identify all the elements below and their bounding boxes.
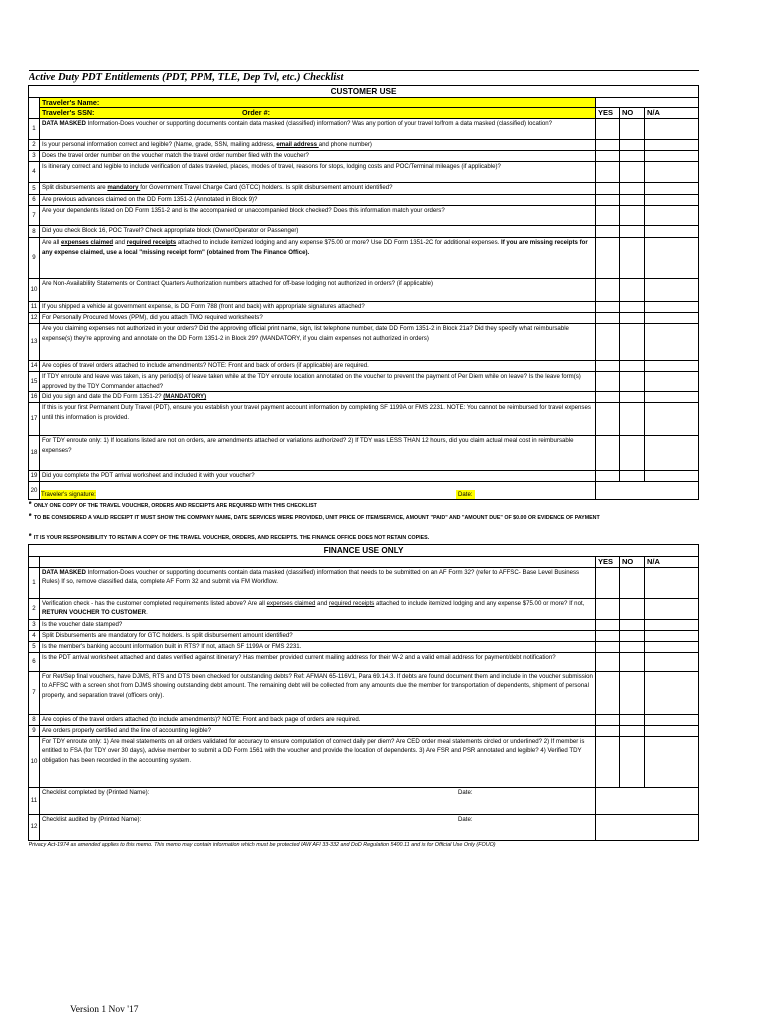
finance-yes-checkbox-4[interactable] — [596, 641, 620, 652]
asterisk-icon: * — [28, 511, 34, 521]
item-number: 6 — [29, 195, 40, 206]
note-text: TO BE CONSIDERED A VALID RECEIPT IT MUST SHOW THE COMPANY NAME, DATE SERVICES WERE PROVIDED, UNIT PRICE OF ITEM/SERVICE, AMOUNT "PAID" AND "AMOUNT DUE" OF $0.00 OR EVIDENCE OF PAYMENT — [33, 514, 600, 521]
question-text: Is itinerary correct and legible to include verification of dates traveled, places, modes of travel, reasons for stops, lodging costs and POC/Terminal mileages (if applicable)? — [42, 163, 501, 170]
question-text: mandatory — [107, 184, 141, 191]
question-text: If you are missing receipts for any expense claimed, use a local "missing receipt form" (obtained from The Finance Office). — [42, 239, 588, 256]
checklist-completed-by-field[interactable]: Checklist completed by (Printed Name): — [42, 788, 150, 796]
item-question — [40, 279, 596, 302]
finance-yes-checkbox-8[interactable] — [596, 725, 620, 736]
customer-na-checkbox-0[interactable] — [645, 119, 699, 140]
item-number: 12 — [29, 313, 40, 324]
item-question — [40, 392, 596, 403]
item-question — [40, 302, 596, 313]
finance-item-row — [29, 630, 699, 641]
finance-yes-checkbox-3[interactable] — [596, 630, 620, 641]
customer-na-checkbox-3[interactable] — [645, 162, 699, 183]
item-question — [40, 361, 596, 372]
customer-yes-checkbox-12[interactable] — [596, 324, 620, 361]
customer-no-checkbox-15[interactable] — [620, 392, 645, 403]
customer-yes-checkbox-2[interactable] — [596, 151, 620, 162]
question-text: Split disbursements are — [42, 184, 108, 191]
finance-yes-checkbox-5[interactable] — [596, 652, 620, 671]
question-text: required receipts — [126, 239, 177, 246]
customer-no-checkbox-2[interactable] — [620, 151, 645, 162]
question-text: If you shipped a vehicle at government expense, is DD Form 788 (front and back) with appropriate signatures attached? — [42, 303, 365, 310]
question-text: Are orders properly certified and the line of accounting legible? — [42, 726, 212, 734]
customer-no-checkbox-12[interactable] — [620, 324, 645, 361]
finance-item-row — [29, 652, 699, 671]
item-number: 9 — [29, 725, 40, 736]
finance-na-checkbox-7[interactable] — [645, 714, 699, 725]
item-number: 4 — [29, 162, 40, 183]
item-number: 7 — [29, 671, 40, 714]
finance-na-checkbox-1[interactable] — [645, 598, 699, 619]
customer-na-checkbox-13[interactable] — [645, 361, 699, 372]
question-text: DATA MASKED — [42, 120, 86, 127]
customer-na-checkbox-7[interactable] — [645, 226, 699, 238]
customer-no-checkbox-10[interactable] — [620, 302, 645, 313]
customer-item-row — [29, 151, 699, 162]
customer-item-row — [29, 392, 699, 403]
customer-no-checkbox-4[interactable] — [620, 183, 645, 195]
version-label: Version 1 Nov '17 — [70, 1005, 139, 1015]
question-text: required receipts — [328, 599, 375, 607]
customer-yes-checkbox-13[interactable] — [596, 361, 620, 372]
question-text: and — [315, 599, 329, 607]
customer-no-checkbox-6[interactable] — [620, 206, 645, 226]
finance-yes-checkbox-7[interactable] — [596, 714, 620, 725]
question-text: Are your dependents listed on DD Form 1351-2 and is the accompanied or unaccompanied block checked? Does this information match your orders? — [42, 207, 445, 214]
item-question — [40, 162, 596, 183]
item-number: 10 — [29, 279, 40, 302]
customer-item-row — [29, 226, 699, 238]
customer-yes-checkbox-4[interactable] — [596, 183, 620, 195]
item-question — [40, 313, 596, 324]
customer-na-checkbox-2[interactable] — [645, 151, 699, 162]
note-text: ONLY ONE COPY OF THE TRAVEL VOUCHER, ORDERS AND RECEIPTS ARE REQUIRED WITH THIS CHECKLIST — [33, 503, 317, 510]
item-question — [40, 641, 596, 652]
item-number: 13 — [29, 324, 40, 361]
customer-item-row — [29, 206, 699, 226]
customer-yes-checkbox-16[interactable] — [596, 403, 620, 436]
item-question — [40, 151, 596, 162]
item-question — [40, 567, 596, 598]
customer-item-row — [29, 471, 699, 482]
customer-no-checkbox-13[interactable] — [620, 361, 645, 372]
item-number: 8 — [29, 714, 40, 725]
question-text: Did you sign and date the DD Form 1351-2? — [42, 393, 164, 401]
question-text: and — [113, 239, 127, 246]
item-question — [40, 119, 596, 140]
question-text: Information-Does voucher or supporting documents contain data masked (classified) information that needs to be submitted on an AF Form 32? (refer to AFFSC- Base Level Business Rules) If so, remove classified data, complete AF Form 32 and submit via FM Workflow. — [42, 568, 580, 586]
question-text: Did you complete the PDT arrival worksheet and included it with your voucher? — [42, 472, 255, 480]
customer-no-header: NO — [620, 108, 645, 119]
customer-na-checkbox-8[interactable] — [645, 238, 699, 279]
question-text: For TDY enroute only: 1) Are meal statements on all orders validated for accuracy to ensure computation of correct daily per diem? Are CED order meal statements circled or underlined? 2) If member is entitled to FSA (for TDY over 30 days), advise member to submit a DD Form 1561 with the voucher and provide the location of dependents. 3) Are FSR and PSR annotated and legible? 4) Verified TDY obligation has been recorded in the accounting system. — [42, 737, 585, 764]
finance-no-checkbox-6[interactable] — [620, 671, 645, 714]
question-text: DATA MASKED — [42, 568, 86, 576]
travelers-signature-field[interactable]: Traveler's signature: — [41, 490, 96, 498]
checklist-form — [28, 70, 698, 1015]
item-number: 11 — [29, 787, 40, 814]
checklist-completed-row — [29, 787, 699, 814]
item-question — [40, 226, 596, 238]
customer-item-row — [29, 162, 699, 183]
question-text: Are you claiming expenses not authorized in your orders? Did the approving official print name, sign, list telephone number, date DD Form 1351-2 in Block 21a? Did they specify what reimbursable expense(s) they're approving and annotate on the DD Form 1351-2 in Block 29? (MANDATORY, if you claim expenses not authorized in orders) — [42, 325, 569, 342]
customer-na-header: N/A — [645, 108, 699, 119]
customer-no-checkbox-3[interactable] — [620, 162, 645, 183]
customer-item-row — [29, 302, 699, 313]
customer-yes-checkbox-11[interactable] — [596, 313, 620, 324]
question-text: For Personally Procured Moves (PPM), did you attach TMO required worksheets? — [42, 314, 263, 321]
customer-na-checkbox-18[interactable] — [645, 471, 699, 482]
question-text: for Government Travel Charge Card (GTCC) holders. Is split disbursement amount identified? — [140, 184, 393, 191]
page-title: Active Duty PDT Entitlements (PDT, PPM, TLE, Dep Tvl, etc.) Checklist — [29, 71, 699, 86]
item-number: 11 — [29, 302, 40, 313]
item-number: 17 — [29, 403, 40, 436]
customer-no-checkbox-5[interactable] — [620, 195, 645, 206]
asterisk-icon: * — [28, 531, 34, 541]
customer-na-checkbox-14[interactable] — [645, 372, 699, 392]
item-number: 9 — [29, 238, 40, 279]
item-number: 5 — [29, 183, 40, 195]
item-number: 6 — [29, 652, 40, 671]
finance-item-row — [29, 714, 699, 725]
item-number: 15 — [29, 372, 40, 392]
finance-item-row — [29, 641, 699, 652]
customer-item-row — [29, 372, 699, 392]
item-number: 5 — [29, 641, 40, 652]
finance-item-row — [29, 619, 699, 630]
finance-no-checkbox-2[interactable] — [620, 619, 645, 630]
question-text: Information-Does voucher or supporting documents contain data masked (classified) information? Was any portion of your travel to/from a data masked (classified) location? — [85, 120, 553, 127]
customer-item-row — [29, 140, 699, 151]
customer-yes-checkbox-18[interactable] — [596, 471, 620, 482]
travelers-ssn-field[interactable]: Traveler's SSN: — [42, 108, 95, 117]
customer-no-checkbox-9[interactable] — [620, 279, 645, 302]
question-text: Verification check - has the customer completed requirements listed above? Are all — [42, 599, 267, 607]
customer-no-checkbox-16[interactable] — [620, 403, 645, 436]
question-text: Is your personal information correct and legible? (Name, grade, SSN, mailing address, — [42, 141, 277, 148]
customer-yes-checkbox-1[interactable] — [596, 140, 620, 151]
finance-no-checkbox-9[interactable] — [620, 736, 645, 787]
question-text: Are Non-Availability Statements or Contract Quarters Authorization numbers attached for off-base lodging not authorized in orders? (if applicable) — [42, 280, 433, 287]
customer-na-checkbox-17[interactable] — [645, 436, 699, 471]
finance-yes-checkbox-2[interactable] — [596, 619, 620, 630]
item-question — [40, 140, 596, 151]
note-row — [29, 532, 699, 545]
question-text: Is the member's banking account information built in RTS? If not, attach SF 1199A or FMS 2231. — [42, 642, 302, 650]
customer-yes-checkbox-6[interactable] — [596, 206, 620, 226]
question-text: If this is your first Permanent Duty Travel (PDT), ensure you establish your travel payment account information by completing SF 1199A or FMS 2231. NOTE: You cannot be reimbursed for travel expenses until this information is provided. — [42, 404, 591, 421]
item-number: 4 — [29, 630, 40, 641]
item-question — [40, 671, 596, 714]
item-question — [40, 195, 596, 206]
customer-na-checkbox-5[interactable] — [645, 195, 699, 206]
note-text: IT IS YOUR RESPONSIBILITY TO RETAIN A COPY OF THE TRAVEL VOUCHER, ORDERS, AND RECEIPTS. THE FINANCE OFFICE DOES NOT RETAIN COPIES. — [33, 534, 430, 541]
question-text: Are copies of travel orders attached to include amendments? NOTE: Front and back of orders (if applicable) are required. — [42, 362, 369, 369]
question-text: Is the voucher date stamped? — [42, 620, 123, 628]
finance-item-row — [29, 725, 699, 736]
checklist-audited-date-field[interactable]: Date: — [458, 815, 473, 823]
item-number: 7 — [29, 206, 40, 226]
question-text: . — [146, 609, 148, 617]
finance-na-checkbox-6[interactable] — [645, 671, 699, 714]
question-text: expenses claimed — [60, 239, 114, 246]
customer-yes-checkbox-8[interactable] — [596, 238, 620, 279]
item-question — [40, 736, 596, 787]
customer-na-checkbox-15[interactable] — [645, 392, 699, 403]
item-number: 8 — [29, 226, 40, 238]
customer-item-row — [29, 361, 699, 372]
finance-yes-checkbox-1[interactable] — [596, 598, 620, 619]
customer-yes-header: YES — [596, 108, 620, 119]
customer-na-checkbox-6[interactable] — [645, 206, 699, 226]
customer-item-row — [29, 195, 699, 206]
item-question — [40, 725, 596, 736]
item-number: 2 — [29, 140, 40, 151]
travelers-name-field[interactable]: Traveler's Name: — [40, 98, 596, 108]
question-text: email address — [276, 141, 319, 148]
checklist-completed-date-field[interactable]: Date: — [458, 788, 473, 796]
question-text: expenses claimed — [266, 599, 316, 607]
customer-na-checkbox-16[interactable] — [645, 403, 699, 436]
item-question — [40, 206, 596, 226]
customer-item-row — [29, 324, 699, 361]
finance-item-row — [29, 567, 699, 598]
item-number: 18 — [29, 436, 40, 471]
finance-item-row — [29, 736, 699, 787]
checklist-audited-row — [29, 814, 699, 840]
customer-no-checkbox-11[interactable] — [620, 313, 645, 324]
finance-no-checkbox-5[interactable] — [620, 652, 645, 671]
customer-item-row — [29, 436, 699, 471]
finance-no-checkbox-7[interactable] — [620, 714, 645, 725]
question-text: Are all — [42, 239, 61, 246]
question-text: For TDY enroute only: 1) If locations listed are not on orders, are amendments attached or variations authorized? 2) If TDY was LESS THAN 12 hours, did you claim actual meal cost in reimbursable expenses? — [42, 437, 574, 454]
item-question — [40, 403, 596, 436]
finance-na-checkbox-8[interactable] — [645, 725, 699, 736]
finance-item-row — [29, 598, 699, 619]
finance-na-checkbox-5[interactable] — [645, 652, 699, 671]
question-text: For Ret/Sep final vouchers, have DJMS, RTS and DTS been checked for outstanding debts? Ref: AFMAN 65-116V1, Para 69.14.3. If debts are found document them and include in the voucher submission to AFFSC with a screen shot from DJMS showing outstanding debt amount. The remaining debt will be collected from any amounts due the member for transportation of dependents, shipment of personal property, and separation travel (officers only). — [42, 672, 593, 699]
item-question — [40, 652, 596, 671]
customer-yes-checkbox-17[interactable] — [596, 436, 620, 471]
question-text: Are copies of the travel orders attached (to include amendments)? NOTE: Front and back page of orders are required. — [42, 715, 361, 723]
customer-item-row — [29, 238, 699, 279]
question-text: (MANDATORY) — [163, 393, 207, 401]
signature-date-field[interactable]: Date: — [458, 490, 473, 498]
item-question — [40, 630, 596, 641]
item-number: 14 — [29, 361, 40, 372]
customer-no-checkbox-1[interactable] — [620, 140, 645, 151]
customer-na-checkbox-4[interactable] — [645, 183, 699, 195]
finance-no-checkbox-4[interactable] — [620, 641, 645, 652]
note-row — [29, 512, 699, 532]
note-row — [29, 500, 699, 512]
question-text: Split Disbursements are mandatory for GTC holders. Is split disbursement amount identified? — [42, 631, 293, 639]
finance-na-checkbox-9[interactable] — [645, 736, 699, 787]
question-text: attached to include itemized lodging and any expense $75.00 or more? If not, — [374, 599, 585, 607]
finance-na-checkbox-3[interactable] — [645, 630, 699, 641]
question-text: If TDY enroute and leave was taken, is any period(s) of leave taken while at the TDY enroute location annotated on the voucher to prevent the payment of Per Diem while on leave? Is the leave form(s) approved by the TDY Commander attached? — [42, 373, 581, 390]
finance-item-row — [29, 671, 699, 714]
customer-yes-checkbox-15[interactable] — [596, 392, 620, 403]
signature-row — [29, 482, 699, 500]
asterisk-icon: * — [28, 500, 34, 510]
finance-use-heading: FINANCE USE ONLY — [29, 545, 699, 557]
finance-no-checkbox-0[interactable] — [620, 567, 645, 598]
item-number: 1 — [29, 119, 40, 140]
item-question — [40, 436, 596, 471]
customer-na-checkbox-11[interactable] — [645, 313, 699, 324]
customer-yes-checkbox-14[interactable] — [596, 372, 620, 392]
ssn-order-row — [40, 108, 596, 119]
item-number: 12 — [29, 814, 40, 840]
customer-item-row — [29, 183, 699, 195]
customer-yes-checkbox-0[interactable] — [596, 119, 620, 140]
finance-no-checkbox-1[interactable] — [620, 598, 645, 619]
finance-na-header: N/A — [645, 557, 699, 568]
customer-use-heading: CUSTOMER USE — [29, 86, 699, 98]
customer-no-checkbox-18[interactable] — [620, 471, 645, 482]
item-number: 20 — [29, 482, 40, 500]
order-number-field[interactable]: Order #: — [242, 108, 270, 117]
finance-no-checkbox-8[interactable] — [620, 725, 645, 736]
customer-yes-checkbox-9[interactable] — [596, 279, 620, 302]
item-number: 16 — [29, 392, 40, 403]
finance-no-header: NO — [620, 557, 645, 568]
customer-no-checkbox-8[interactable] — [620, 238, 645, 279]
finance-yes-header: YES — [596, 557, 620, 568]
item-number: 3 — [29, 619, 40, 630]
customer-yes-checkbox-7[interactable] — [596, 226, 620, 238]
item-number: 19 — [29, 471, 40, 482]
item-number: 1 — [29, 567, 40, 598]
item-question — [40, 324, 596, 361]
question-text: Does the travel order number on the voucher match the travel order number filed with the voucher? — [42, 152, 309, 159]
item-question — [40, 183, 596, 195]
customer-no-checkbox-7[interactable] — [620, 226, 645, 238]
question-text: Did you check Block 16, POC Travel? Check appropriate block (Owner/Operator or Passenger) — [42, 227, 299, 234]
finance-yes-checkbox-0[interactable] — [596, 567, 620, 598]
customer-yes-checkbox-10[interactable] — [596, 302, 620, 313]
customer-item-row — [29, 403, 699, 436]
customer-no-checkbox-0[interactable] — [620, 119, 645, 140]
privacy-act-statement: Privacy Act-1974 as amended applies to this memo. This memo may contain information which must be protected IAW AFI 33-332 and DoD Regulation 5400.11 and is for Official Use Only (FOUO) — [28, 841, 496, 848]
finance-yes-checkbox-9[interactable] — [596, 736, 620, 787]
customer-na-checkbox-12[interactable] — [645, 324, 699, 361]
customer-na-checkbox-1[interactable] — [645, 140, 699, 151]
question-text: and phone number) — [318, 141, 372, 148]
customer-yes-checkbox-3[interactable] — [596, 162, 620, 183]
item-question — [40, 372, 596, 392]
customer-yes-checkbox-5[interactable] — [596, 195, 620, 206]
item-question — [40, 714, 596, 725]
finance-na-checkbox-2[interactable] — [645, 619, 699, 630]
finance-na-checkbox-4[interactable] — [645, 641, 699, 652]
item-question — [40, 598, 596, 619]
question-text: Are previous advances claimed on the DD Form 1351-2 (Annotated in Block 9)? — [42, 196, 258, 203]
item-question — [40, 619, 596, 630]
customer-item-row — [29, 279, 699, 302]
finance-na-checkbox-0[interactable] — [645, 567, 699, 598]
signature-cell — [40, 482, 596, 500]
customer-item-row — [29, 313, 699, 324]
customer-no-checkbox-14[interactable] — [620, 372, 645, 392]
item-number: 2 — [29, 598, 40, 619]
customer-na-checkbox-10[interactable] — [645, 302, 699, 313]
customer-no-checkbox-17[interactable] — [620, 436, 645, 471]
question-text: attached to include itemized lodging and any expense $75.00 or more? Use DD Form 1351-2C for additional expenses. — [176, 239, 502, 246]
item-number: 3 — [29, 151, 40, 162]
item-question — [40, 238, 596, 279]
finance-no-checkbox-3[interactable] — [620, 630, 645, 641]
finance-yes-checkbox-6[interactable] — [596, 671, 620, 714]
checklist-table — [28, 70, 699, 850]
customer-item-row — [29, 119, 699, 140]
item-question — [40, 471, 596, 482]
question-text: RETURN VOUCHER TO CUSTOMER — [42, 609, 147, 617]
question-text: Is the PDT arrival worksheet attached and dates verified against itinerary? Has member provided current mailing address for their W-2 and a valid email address for payment/debt notification? — [42, 653, 556, 661]
checklist-audited-by-field[interactable]: Checklist audited by (Printed Name): — [42, 815, 142, 823]
customer-na-checkbox-9[interactable] — [645, 279, 699, 302]
item-number: 10 — [29, 736, 40, 787]
